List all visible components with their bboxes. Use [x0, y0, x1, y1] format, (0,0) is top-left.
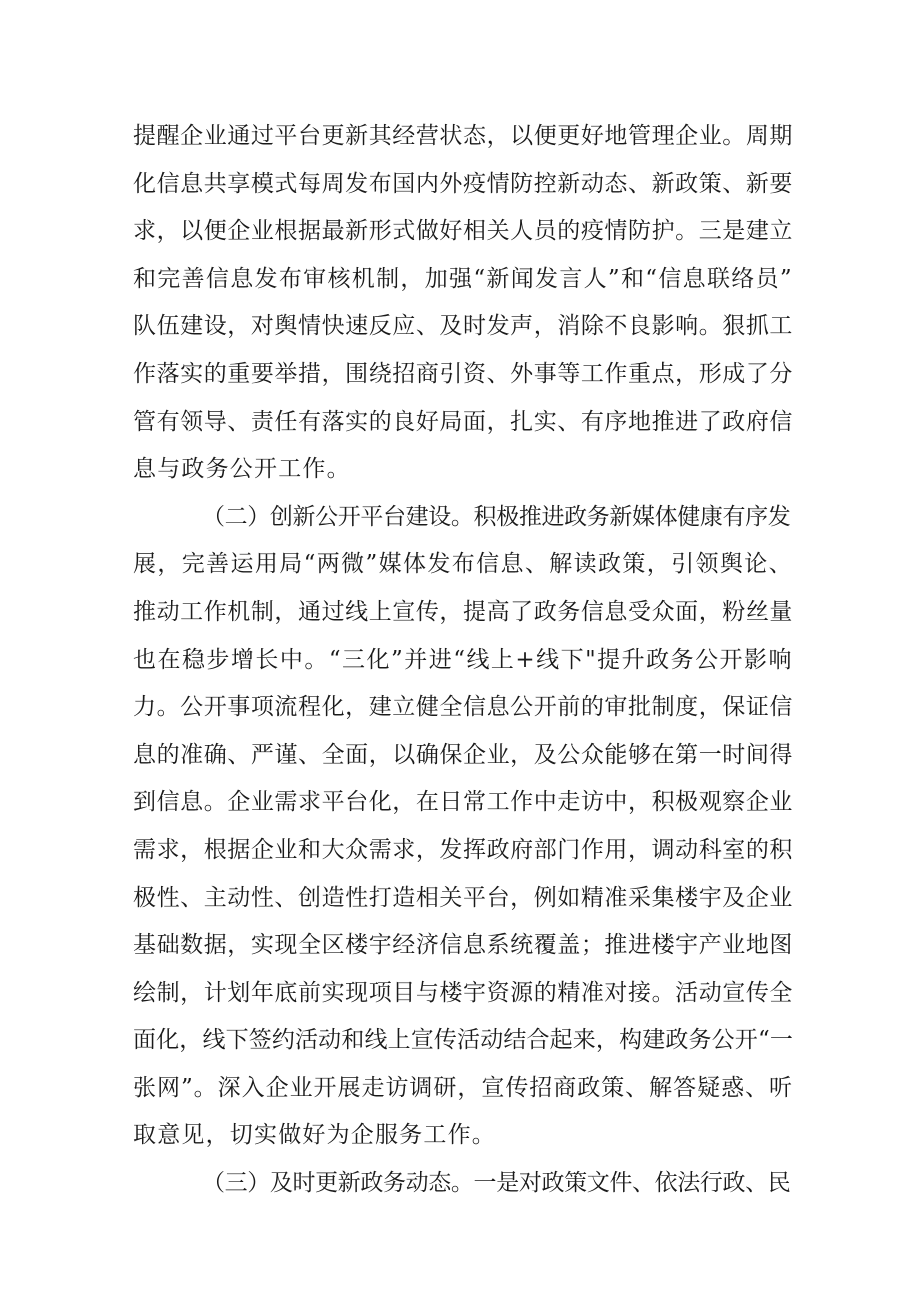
text-line: 息与政务公开工作。	[133, 456, 351, 483]
text-line: 推动工作机制，通过线上宣传，提高了政务信息受众面，粉丝量	[133, 598, 793, 625]
text-line: 求，以便企业根据最新形式做好相关人员的疫情防护。三是建立	[133, 218, 793, 245]
text-line: 也在稳步增长中。“三化”并进“线上+线下"提升政务公开影响	[133, 646, 793, 673]
text-line: 面化，线下签约活动和线上宣传活动结合起来，构建政务公开“一	[133, 1027, 793, 1054]
document-body	[133, 113, 793, 1208]
text-line: 作落实的重要举措，围绕招商引资、外事等工作重点，形成了分	[133, 360, 793, 387]
text-line: 需求，根据企业和大众需求，发挥政府部门作用，调动科室的积	[133, 836, 793, 863]
text-line: 力。公开事项流程化，建立健全信息公开前的审批制度，保证信	[133, 694, 793, 721]
text-line: 提醒企业通过平台更新其经营状态，以便更好地管理企业。周期	[133, 123, 793, 149]
text-line: 绘制，计划年底前实现项目与楼宇资源的精准对接。活动宣传全	[133, 979, 793, 1006]
text-line: 队伍建设，对舆情快速反应、及时发声，消除不良影响。狠抓工	[133, 313, 793, 340]
text-line: 取意见，切实做好为企服务工作。	[133, 1122, 496, 1149]
text-line: 张网”。深入企业开展走访调研，宣传招商政策、解答疑惑、听	[133, 1074, 793, 1101]
paragraph-3	[133, 1160, 793, 1208]
text-line-indented: （三）及时更新政务动态。一是对政策文件、依法行政、民	[202, 1170, 791, 1197]
text-line: 化信息共享模式每周发布国内外疫情防控新动态、新政策、新要	[133, 170, 793, 197]
text-line: 到信息。企业需求平台化，在日常工作中走访中，积极观察企业	[133, 789, 793, 816]
text-line: 极性、主动性、创造性打造相关平台，例如精准采集楼宇及企业	[133, 884, 793, 911]
text-line: 和完善信息发布审核机制，加强“新闻发言人”和“信息联络员”	[133, 265, 793, 292]
paragraph-2	[133, 494, 793, 1160]
text-line: 基础数据，实现全区楼宇经济信息系统覆盖；推进楼宇产业地图	[133, 932, 793, 959]
text-line: 息的准确、严谨、全面，以确保企业，及公众能够在第一时间得	[133, 741, 793, 768]
paragraph-1	[133, 113, 793, 494]
text-line: 管有领导、责任有落实的良好局面，扎实、有序地推进了政府信	[133, 408, 793, 435]
text-line: 展，完善运用局“两微”媒体发布信息、解读政策，引领舆论、	[133, 551, 793, 578]
text-line-indented: （二）创新公开平台建设。积极推进政务新媒体健康有序发	[202, 503, 791, 530]
